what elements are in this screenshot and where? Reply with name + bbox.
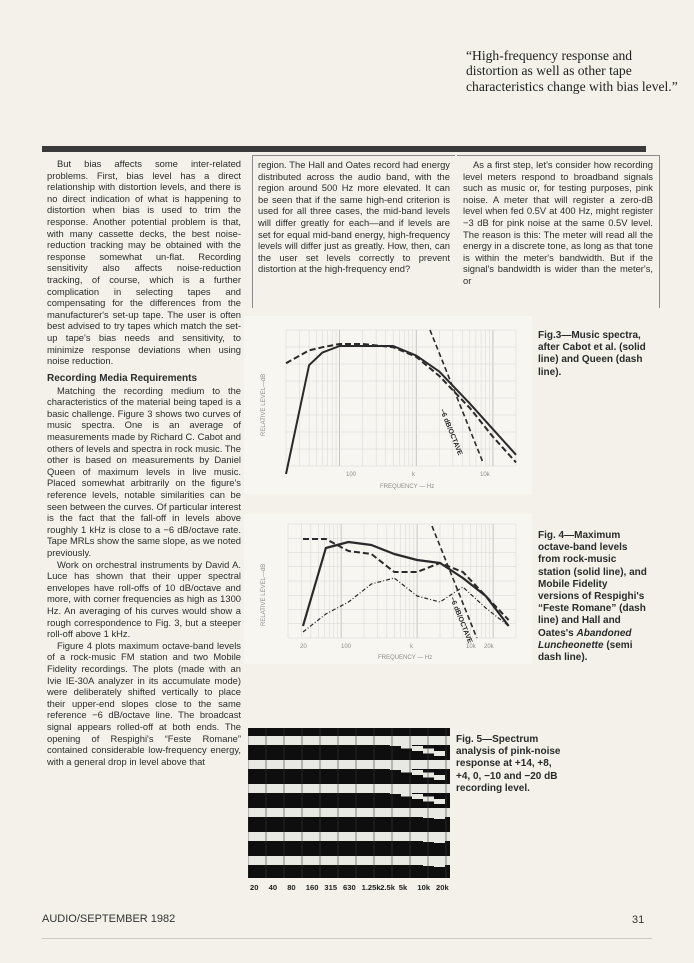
fig5-band-tail <box>401 811 412 816</box>
fig4-caption <box>538 530 648 664</box>
fig4-xlabel: FREQUENCY — Hz <box>378 655 433 661</box>
fig5-freq-label: 80 <box>287 883 296 892</box>
fig5-band-tail <box>423 813 434 818</box>
fig5-band-tail <box>390 810 401 815</box>
fig3-series-dash <box>286 344 516 462</box>
fig5-band-tail <box>412 836 423 841</box>
fig5-band-tail <box>401 744 412 749</box>
fig4-tick-100: 100 <box>341 644 352 650</box>
fig3-tick-1k: k <box>412 472 415 478</box>
fig5-band <box>248 784 450 793</box>
fig4-ylabel: RELATIVE LEVEL—dB <box>261 563 267 626</box>
fig4-grid <box>288 524 516 638</box>
fig5-freq-label: 5k <box>398 883 408 892</box>
fig5-band-tail <box>423 773 434 778</box>
col1-paragraph-4: Figure 4 plots maximum octave-band levels of a rock-music FM station and two Mobile Fidelity recordings. The plots (made with an Ivie IE-30A analyzer in its accumulate mode) were deliberately shifted vertically to place their upper-end slopes close to the same reference −6 dB/octave line. The broadcast signal appears rolled-off at both ends. The opening of Respighi's “Feste Romane” contained considerable low-frequency energy, with a general drop in level above that <box>47 639 241 767</box>
fig5-band-tail <box>368 808 379 813</box>
fig5-band-tail <box>368 832 379 837</box>
fig5-band-tail <box>379 763 390 768</box>
footer-issue: AUDIO/SEPTEMBER 1982 <box>42 913 176 925</box>
fig5-freq-label: 315 <box>324 883 338 892</box>
fig4-slope-label: −6 dB/OCTAVE <box>448 596 474 645</box>
fig5-band-tail <box>412 860 423 865</box>
figure-3 <box>244 316 532 494</box>
fig5-band-tail <box>379 833 390 838</box>
fig5-band-tail <box>401 835 412 840</box>
fig4-tick-10k: 10k <box>466 644 476 650</box>
fig5-freq-label: 630 <box>343 883 356 892</box>
figure-5 <box>248 728 450 878</box>
fig4-caption-end: (semi dash line). <box>538 639 633 664</box>
fig5-caption: Fig. 5—Spectrum analysis of pink-noise response at +14, +8, +4, 0, −10 and −20 dB recording level. <box>456 734 561 794</box>
fig5-band-tail <box>434 799 445 804</box>
fig5-spectrum <box>248 728 450 878</box>
fig4-tick-20: 20 <box>300 644 307 650</box>
column-1 <box>47 158 241 767</box>
fig4-caption-main: Fig. 4—Maximum octave-band levels from rock-music station (solid line), and Mobile Fidelity versions of Respighi's “Feste Romane” (dash line) and Hall and Oates's <box>538 530 647 639</box>
fig5-band-tail <box>423 749 434 754</box>
fig5-freq-label: 160 <box>305 883 319 892</box>
fig5-band-tail <box>379 787 390 792</box>
fig5-freq-axis <box>248 883 456 895</box>
fig3-series-solid <box>286 346 516 474</box>
figure-4 <box>244 514 532 664</box>
fig3-chart <box>244 316 532 494</box>
fig5-band-tail <box>379 857 390 862</box>
fig5-band-tail <box>434 775 445 780</box>
fig5-freq-label: 10k <box>417 883 431 892</box>
col3-paragraph-1: As a first step, let's consider how recording level meters respond to broadband signals such as music or, for testing purposes, pink noise. A meter that will register a zero-dB level when fed 0.5V at 400 Hz, might register −3 dB for pink noise at the same 0.5V level. The reason is this: The meter will read all the energy in a discrete tone, as long as that tone is within the meter's bandwidth. But if the signal's bandwidth is wider than the meter's, or <box>463 159 653 286</box>
fig3-tick-100: 100 <box>346 472 357 478</box>
section-heading: Recording Media Requirements <box>47 372 198 384</box>
fig4-caption-title: Abandoned Luncheonette <box>538 627 632 651</box>
fig4-tick-20k: 20k <box>484 644 494 650</box>
fig4-chart <box>244 514 532 664</box>
fig5-band-tail <box>368 784 379 789</box>
fig5-freq-label: 40 <box>268 883 278 892</box>
fig3-xlabel: FREQUENCY — Hz <box>380 484 435 490</box>
fig5-band-tail <box>390 741 401 746</box>
fig5-band-tail <box>434 814 445 819</box>
pull-quote: “High-frequency response and distortion as well as other tape characteristics change with bias level.” <box>466 48 678 94</box>
fig5-bars <box>248 728 450 878</box>
fig5-band-tail <box>434 751 445 756</box>
fig5-band-tail <box>412 770 423 775</box>
fig5-band-tail <box>368 856 379 861</box>
fig5-band <box>248 760 450 769</box>
fig3-lines <box>286 330 516 474</box>
fig5-band-tail <box>390 789 401 794</box>
col1-paragraph-2: Matching the recording medium to the characteristics of the material being taped is a basic challenge. Figure 3 shows two curves of music spectra. One is an average of measurements made by Richard C. Cabot and others of levels and spectra in rock music. The other is based on measurements by Daniel Queen of maximum levels in live music. Placed somewhat arbitrarily on the figure's reference levels, notable similarities can be seen between the curves. Of particular interest is the fact that the fall-off in levels above roughly 1 kHz is close to a −6 dB/octave rate. Tape MRLs show the same slope, as we noted previously. <box>47 384 241 558</box>
fig5-freq-label: 2.5k <box>380 883 395 892</box>
column-2 <box>252 155 455 308</box>
column-3 <box>457 155 660 308</box>
fig5-band-tail <box>423 837 434 842</box>
fig3-slope-label: −6 dB/OCTAVE <box>438 408 464 457</box>
fig5-band-tail <box>434 862 445 867</box>
col2-paragraph-1: region. The Hall and Oates record had energy distributed across the audio band, with the region around 500 Hz more elevated. It can be seen that if the same high-end criterion is used for all three cases, the mid-band levels will differ greatly for each—and if levels are set for equal mid-band energy, high-frequency levels will differ just as greatly. How, then, can the user set levels correctly to prevent distortion at the high-frequency end? <box>258 159 450 275</box>
fig5-band-tail <box>401 859 412 864</box>
fig3-ylabel: RELATIVE LEVEL—dB <box>261 373 267 436</box>
fig3-tick-10k: 10k <box>480 472 490 478</box>
footer-rule <box>42 938 652 939</box>
fig5-band-tail <box>390 765 401 770</box>
fig5-freq-label: 20 <box>250 883 259 892</box>
fig5-band-tail <box>390 858 401 863</box>
fig5-band-tail <box>401 792 412 797</box>
fig5-band-tail <box>401 768 412 773</box>
fig5-band-tail <box>434 838 445 843</box>
page-number: 31 <box>632 914 645 926</box>
fig5-freq-label: 1.25k <box>361 883 381 892</box>
col1-paragraph-3: Work on orchestral instruments by David A. Luce has shown that their upper spectral envelopes have roll-offs of 10 dB/octave and more, with corner frequencies as high as 1300 Hz. An averaging of his curves would show a rough correspondence to Fig. 3, but a steeper roll-off above 1 kHz. <box>47 558 241 640</box>
fig4-tick-1k: k <box>410 644 413 650</box>
fig5-band-tail <box>368 736 379 741</box>
fig5-band-tail <box>379 739 390 744</box>
fig5-band-tail <box>390 834 401 839</box>
fig5-band-tail <box>412 794 423 799</box>
fig5-band-tail <box>412 812 423 817</box>
col1-paragraph-1: But bias affects some inter-related problems. First, bias level has a direct relationship with distortion levels, and there is no direct indication of what is happening to distortion when bias is used to trim the response. Another potential problem is that, with many cassette decks, the best noise-reduction tracking may be obtained with the response somewhat un-flat. Recording sensitivity also affects noise-reduction tracking, of course, which is a further complication in selecting tapes and compensating for the differences from the manufacturer's set-up tape. The user is often best advised to try tapes which match the set-up tape's bias needs and sensitivity, to minimize response deviations when using noise reduction. <box>47 158 241 367</box>
fig3-caption: Fig.3—Music spectra, after Cabot et al. (solid line) and Queen (dash line). <box>538 330 646 378</box>
fig5-band <box>248 736 450 745</box>
fig5-band-tail <box>412 746 423 751</box>
top-rule <box>42 146 646 152</box>
fig5-band-tail <box>368 760 379 765</box>
fig5-band-tail <box>379 809 390 814</box>
fig5-band-tail <box>423 861 434 866</box>
fig5-freq-label: 20k <box>436 883 449 892</box>
fig5-band-tail <box>423 797 434 802</box>
